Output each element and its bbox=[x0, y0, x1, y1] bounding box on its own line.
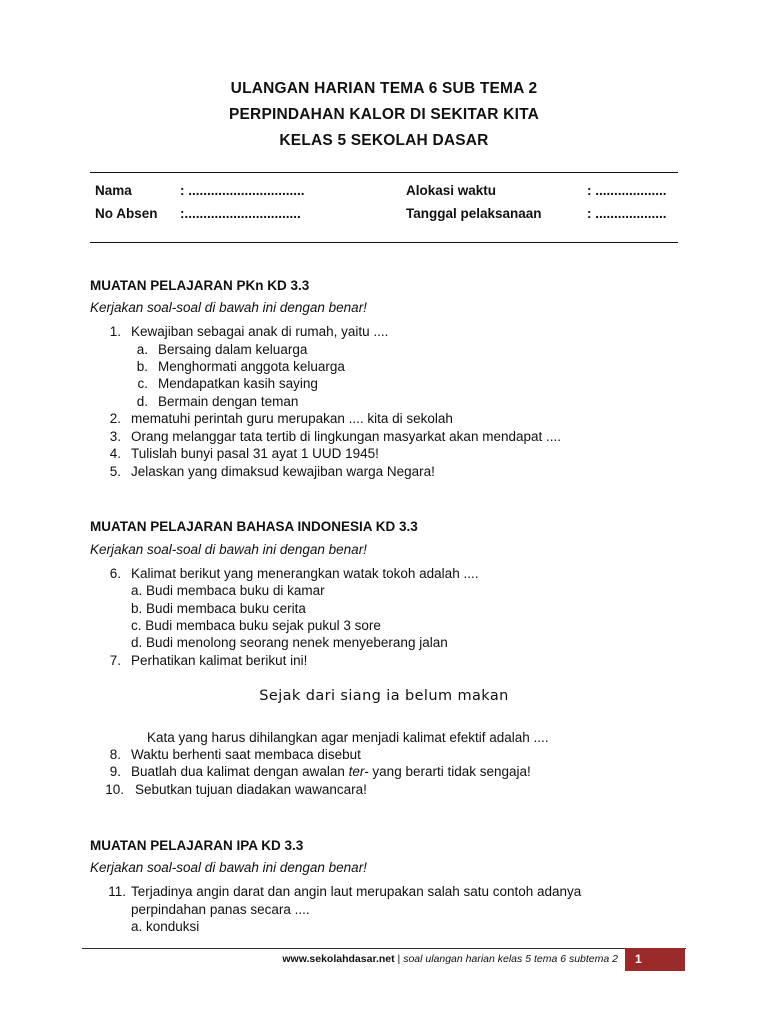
question-text bbox=[131, 763, 531, 780]
question-text: mematuhi perintah guru merupakan .... kita di sekolah bbox=[131, 411, 453, 426]
emphasized-prefix: ter- bbox=[348, 764, 369, 779]
question-text: Kewajiban sebagai anak di rumah, yaitu .... bbox=[131, 324, 389, 339]
option-letter: d. bbox=[136, 394, 148, 409]
question-number: 11. bbox=[108, 884, 126, 899]
option-text: Menghormati anggota keluarga bbox=[158, 359, 345, 374]
option-text: c. Budi membaca buku sejak pukul 3 sore bbox=[131, 618, 381, 633]
question-text: perpindahan panas secara .... bbox=[131, 902, 310, 917]
question-text: Jelaskan yang dimaksud kewajiban warga Negara! bbox=[131, 464, 435, 479]
option-text: Bermain dengan teman bbox=[158, 394, 299, 409]
question-text: Sebutkan tujuan diadakan wawancara! bbox=[135, 782, 367, 797]
option-text: a. Budi membaca buku di kamar bbox=[131, 583, 325, 598]
question-text-start: Buatlah dua kalimat dengan awalan bbox=[131, 764, 349, 779]
option-text: Mendapatkan kasih saying bbox=[158, 376, 318, 391]
option-text: Bersaing dalam keluarga bbox=[158, 342, 308, 357]
title-line-1: ULANGAN HARIAN TEMA 6 SUB TEMA 2 bbox=[230, 80, 538, 97]
question-text: Kata yang harus dihilangkan agar menjadi kalimat efektif adalah .... bbox=[147, 730, 549, 745]
question-text: Waktu berhenti saat membaca disebut bbox=[131, 747, 361, 762]
question-text: Kalimat berikut yang menerangkan watak tokoh adalah .... bbox=[131, 566, 479, 581]
nama-label: Nama bbox=[95, 183, 132, 198]
section-title-pkn: MUATAN PELAJARAN PKn KD 3.3 bbox=[90, 278, 310, 293]
footer-url: www.sekolahdasar.net bbox=[282, 953, 395, 965]
identity-bottom-rule bbox=[90, 242, 678, 243]
question-number: 1. bbox=[109, 324, 121, 339]
option-text: b. Budi membaca buku cerita bbox=[131, 601, 306, 616]
no-absen-blank: :............................... bbox=[180, 206, 301, 221]
option-letter: c. bbox=[137, 376, 148, 391]
question-number: 4. bbox=[109, 446, 121, 461]
footer-separator: | bbox=[394, 953, 404, 965]
question-text: Perhatikan kalimat berikut ini! bbox=[131, 653, 308, 668]
question-number: 8. bbox=[109, 747, 121, 762]
question-text: Orang melanggar tata tertib di lingkungan masyarkat akan mendapat .... bbox=[131, 429, 561, 444]
example-sentence: Sejak dari siang ia belum makan bbox=[259, 688, 509, 704]
footer-text bbox=[82, 952, 618, 966]
section-title-ipa: MUATAN PELAJARAN IPA KD 3.3 bbox=[90, 838, 304, 853]
option-letter: a. bbox=[136, 342, 148, 357]
section-instruction-ipa: Kerjakan soal-soal di bawah ini dengan benar! bbox=[90, 860, 367, 875]
question-number: 2. bbox=[109, 411, 121, 426]
no-absen-label: No Absen bbox=[95, 206, 158, 221]
question-number: 10. bbox=[105, 782, 124, 797]
question-number: 3. bbox=[109, 429, 121, 444]
section-instruction-pkn: Kerjakan soal-soal di bawah ini dengan benar! bbox=[90, 300, 367, 315]
footer-description: soal ulangan harian kelas 5 tema 6 subtema 2 bbox=[403, 953, 618, 965]
question-number: 5. bbox=[109, 464, 121, 479]
section-title-bahasa-indonesia: MUATAN PELAJARAN BAHASA INDONESIA KD 3.3 bbox=[90, 519, 418, 534]
document-title bbox=[0, 76, 768, 154]
identity-top-rule bbox=[90, 172, 678, 173]
question-number: 6. bbox=[109, 566, 121, 581]
page-number-badge: 1 bbox=[625, 948, 685, 971]
title-line-2: PERPINDAHAN KALOR DI SEKITAR KITA bbox=[228, 106, 539, 123]
section-instruction-bahasa-indonesia: Kerjakan soal-soal di bawah ini dengan benar! bbox=[90, 542, 367, 557]
nama-blank: : ............................... bbox=[180, 183, 305, 198]
question-text: Tulislah bunyi pasal 31 ayat 1 UUD 1945! bbox=[131, 446, 379, 461]
question-number: 9. bbox=[109, 764, 121, 779]
tanggal-blank: : ................... bbox=[587, 206, 667, 221]
question-text-end: yang berarti tidak sengaja! bbox=[368, 764, 531, 779]
option-letter: b. bbox=[136, 359, 148, 374]
option-text: d. Budi menolong seorang nenek menyeberang jalan bbox=[131, 635, 448, 650]
alokasi-waktu-blank: : ................... bbox=[587, 183, 667, 198]
alokasi-waktu-label: Alokasi waktu bbox=[406, 183, 497, 198]
tanggal-label: Tanggal pelaksanaan bbox=[406, 206, 542, 221]
footer-rule bbox=[82, 948, 686, 949]
option-text: a. konduksi bbox=[131, 919, 200, 934]
question-number: 7. bbox=[109, 653, 121, 668]
title-line-3: KELAS 5 SEKOLAH DASAR bbox=[279, 132, 489, 149]
question-text: Terjadinya angin darat dan angin laut merupakan salah satu contoh adanya bbox=[131, 884, 582, 899]
